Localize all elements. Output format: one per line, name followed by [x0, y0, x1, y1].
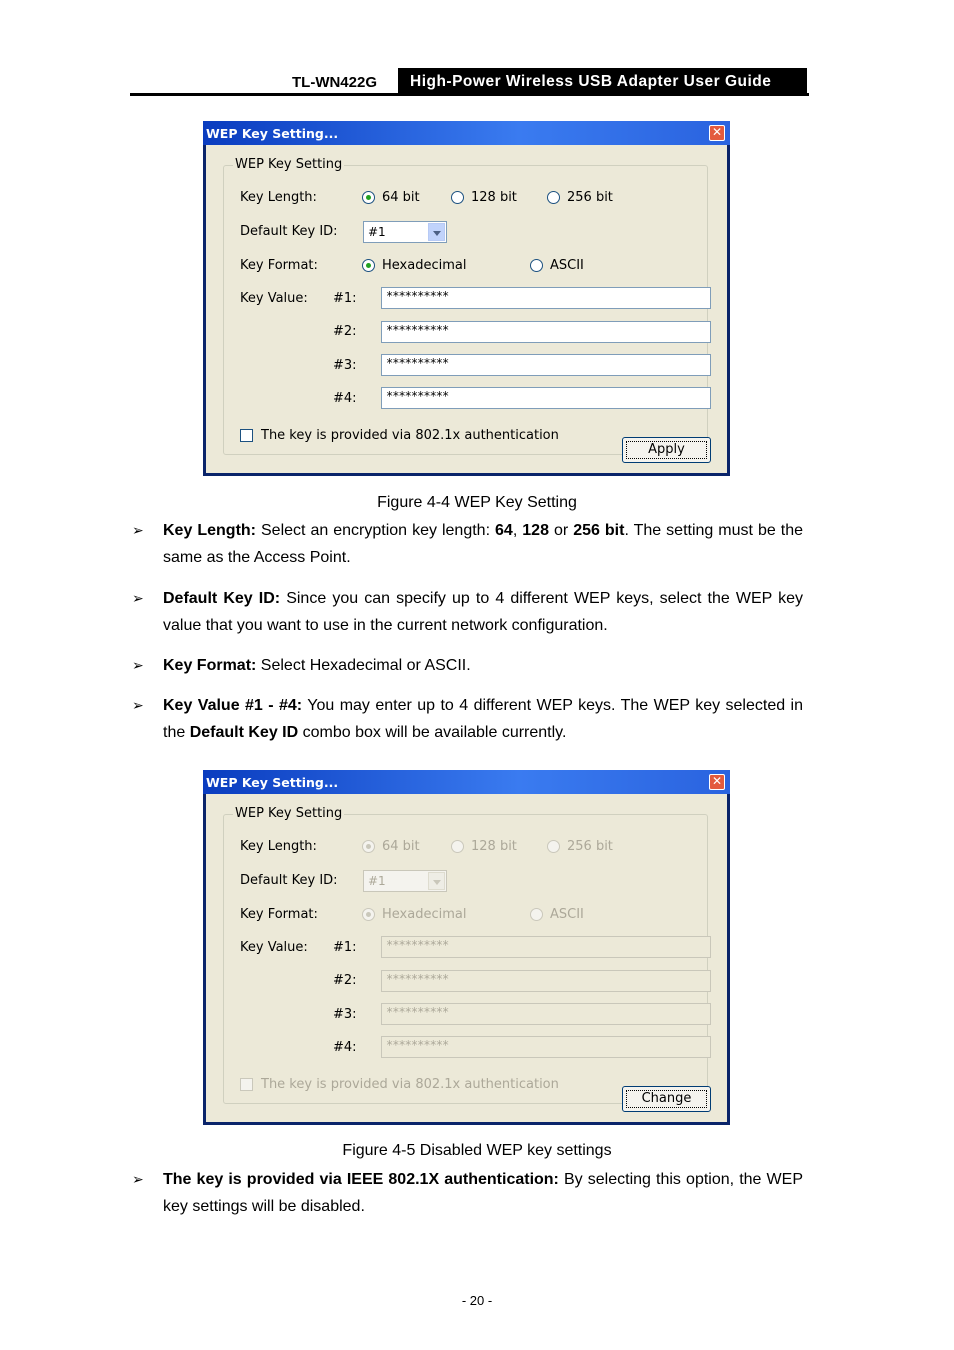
page-number: - 20 - [461, 1293, 493, 1308]
dialog-body [206, 145, 727, 473]
8021x-checkbox[interactable] [240, 429, 253, 442]
radio-hexadecimal-label: Hexadecimal [382, 907, 467, 922]
key-2-input [381, 970, 711, 992]
8021x-checkbox-label: The key is provided via 802.1x authentication [261, 1077, 559, 1092]
default-key-id-combo [363, 870, 447, 892]
radio-128-bit [451, 840, 464, 853]
radio-ascii-label: ASCII [550, 258, 584, 273]
bullet-icon: ➢ [132, 658, 144, 674]
radio-hexadecimal-label: Hexadecimal [382, 258, 467, 273]
item-key-value [163, 692, 803, 746]
item-8021x [163, 1166, 803, 1220]
key-value-label: Key Value: [240, 291, 308, 306]
default-key-id-label: Default Key ID: [240, 224, 338, 239]
key-3-value: ********** [386, 356, 449, 370]
radio-256-bit-label: 256 bit [567, 839, 613, 854]
text: combo box will be available currently. [298, 724, 567, 741]
apply-button-label: Apply [648, 442, 685, 457]
text: You may enter up to 4 different WEP keys. The WEP key selected in the [163, 697, 803, 741]
key-4-input[interactable] [381, 387, 711, 409]
key-length-label: Key Length: [240, 839, 317, 854]
8021x-checkbox-label: The key is provided via 802.1x authentication [261, 428, 559, 443]
default-key-id-value: #1 [368, 874, 386, 888]
key-3-value: ********** [386, 1005, 449, 1019]
dialog-body [206, 794, 727, 1122]
key-4-label: #4: [333, 1040, 357, 1055]
radio-128-bit[interactable] [451, 191, 464, 204]
dialog-title: WEP Key Setting... [206, 126, 339, 141]
group-label: WEP Key Setting [235, 806, 343, 821]
text-bold: 256 bit [573, 522, 625, 539]
radio-128-bit-label: 128 bit [471, 190, 517, 205]
group-label: WEP Key Setting [235, 157, 343, 172]
text: , [512, 522, 523, 539]
wep-key-setting-group [223, 157, 708, 457]
default-key-id-value: #1 [368, 225, 386, 239]
dialog-titlebar[interactable] [203, 770, 730, 794]
change-button-label: Change [641, 1091, 692, 1106]
item-default-key-id-term: Default Key ID: [163, 590, 281, 607]
radio-ascii[interactable] [530, 259, 543, 272]
radio-ascii-label: ASCII [550, 907, 584, 922]
item-key-format-term: Key Format: [163, 657, 257, 674]
key-4-value: ********** [386, 389, 449, 403]
key-4-label: #4: [333, 391, 357, 406]
key-1-value: ********** [386, 938, 449, 952]
key-2-input[interactable] [381, 321, 711, 343]
radio-64-bit-label: 64 bit [382, 839, 420, 854]
default-key-id-label: Default Key ID: [240, 873, 338, 888]
figure-caption-1: Figure 4-4 WEP Key Setting [377, 494, 577, 511]
key-3-input[interactable] [381, 354, 711, 376]
text-bold: 128 [522, 522, 549, 539]
figure-caption-2: Figure 4-5 Disabled WEP key settings [342, 1142, 612, 1159]
item-key-value-term: Key Value #1 - #4: [163, 697, 303, 714]
text-bold: Default Key ID [189, 724, 299, 741]
bullet-icon: ➢ [132, 1172, 144, 1188]
key-2-label: #2: [333, 324, 357, 339]
radio-256-bit [547, 840, 560, 853]
key-1-label: #1: [333, 940, 357, 955]
radio-ascii [530, 908, 543, 921]
key-4-value: ********** [386, 1038, 449, 1052]
key-1-value: ********** [386, 289, 449, 303]
header-title: High-Power Wireless USB Adapter User Guide [398, 68, 807, 94]
key-3-label: #3: [333, 1007, 357, 1022]
text: Since you can specify up to 4 different WEP keys, select the WEP key value that you want to use in the current network configuration. [163, 590, 804, 634]
chevron-down-icon [428, 872, 445, 890]
key-3-label: #3: [333, 358, 357, 373]
change-button[interactable] [622, 1086, 711, 1112]
header-model: TL-WN422G [292, 74, 378, 91]
radio-64-bit[interactable] [362, 191, 375, 204]
item-key-format [163, 652, 803, 679]
close-icon[interactable]: ✕ [709, 774, 725, 790]
wep-key-setting-group [223, 806, 708, 1106]
text: Select an encryption key length: [256, 522, 496, 539]
text: . The setting must be the same as the Access Point. [163, 522, 804, 566]
key-format-label: Key Format: [240, 258, 318, 273]
radio-64-bit [362, 840, 375, 853]
text: By selecting this option, the WEP key settings will be disabled. [163, 1171, 803, 1215]
item-8021x-term: The key is provided via IEEE 802.1X authentication: [163, 1171, 559, 1188]
radio-128-bit-label: 128 bit [471, 839, 517, 854]
item-key-length-term: Key Length: [163, 522, 256, 539]
wep-key-dialog [203, 121, 730, 476]
text: or [548, 522, 574, 539]
key-value-label: Key Value: [240, 940, 308, 955]
key-1-input [381, 936, 711, 958]
radio-256-bit[interactable] [547, 191, 560, 204]
key-2-label: #2: [333, 973, 357, 988]
bullet-icon: ➢ [132, 591, 144, 607]
8021x-checkbox [240, 1078, 253, 1091]
bullet-icon: ➢ [132, 698, 144, 714]
header-rule [130, 93, 809, 96]
bullet-icon: ➢ [132, 523, 144, 539]
close-icon[interactable]: ✕ [709, 125, 725, 141]
key-1-input[interactable] [381, 287, 711, 309]
key-4-input [381, 1036, 711, 1058]
item-default-key-id [163, 585, 803, 639]
text-bold: 64 [495, 522, 513, 539]
dialog-title: WEP Key Setting... [206, 775, 339, 790]
key-1-label: #1: [333, 291, 357, 306]
dialog-titlebar[interactable] [203, 121, 730, 145]
key-length-label: Key Length: [240, 190, 317, 205]
item-key-length [163, 517, 803, 571]
key-2-value: ********** [386, 972, 449, 986]
wep-key-dialog-disabled [203, 770, 730, 1125]
key-3-input [381, 1003, 711, 1025]
chevron-down-icon[interactable] [428, 223, 445, 241]
radio-64-bit-label: 64 bit [382, 190, 420, 205]
radio-256-bit-label: 256 bit [567, 190, 613, 205]
key-2-value: ********** [386, 323, 449, 337]
radio-hexadecimal[interactable] [362, 259, 375, 272]
apply-button[interactable] [622, 437, 711, 463]
default-key-id-combo[interactable] [363, 221, 447, 243]
key-format-label: Key Format: [240, 907, 318, 922]
radio-hexadecimal [362, 908, 375, 921]
text: Select Hexadecimal or ASCII. [256, 657, 471, 674]
